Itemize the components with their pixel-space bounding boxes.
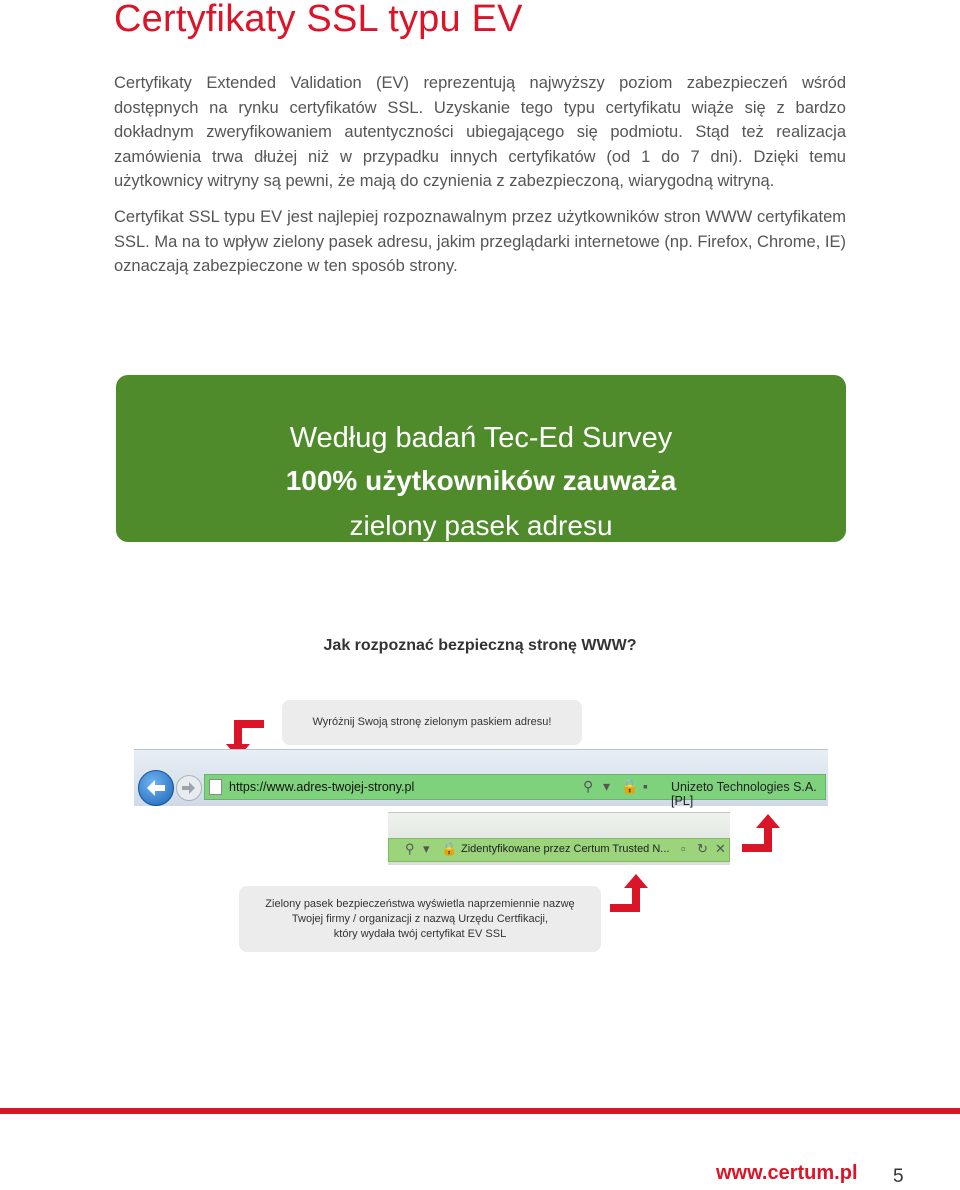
compat-icon[interactable]: ▫: [681, 841, 686, 856]
page-number: 5: [893, 1166, 904, 1187]
intro-paragraph: Certyfikaty Extended Validation (EV) reprezentują najwyższy poziom zabezpieczeń wśród dostępnych na rynku certyfikatów SSL. Uzyskanie tego typu certyfikatu wiąże się z bardzo dokładnym zweryfikowaniem autentyczności ubiegającego się podmiotu. Stąd też realizacja zamówienia trwa dłużej niż w przypadku innych certyfikatów (od 1 do 7 dni). Dzięki temu użytkownicy witryny są pewni, że mają do czynienia z zabezpieczoną, wiarygodną witryną.: [114, 74, 846, 190]
search-icon[interactable]: ⚲: [583, 778, 594, 794]
address-bar[interactable]: [204, 774, 826, 808]
address-url: https://www.adres-twojej-strony.pl: [229, 780, 415, 794]
dropdown-icon[interactable]: ▾: [423, 841, 430, 856]
address-bar-alternate[interactable]: [388, 838, 730, 862]
callout-line: Twojej firmy / organizacji z nazwą Urzędu Certfikacji,: [291, 913, 549, 925]
survey-line-3: zielony pasek adresu: [349, 510, 613, 541]
back-arrow-icon: [139, 771, 173, 805]
browser-bar-alternate: [388, 812, 730, 865]
dropdown-icon[interactable]: ▾: [603, 778, 611, 794]
forward-button[interactable]: [176, 775, 202, 801]
survey-line-2: 100% użytkowników zauważa: [285, 465, 677, 496]
callout-line: Zielony pasek bezpieczeństwa wyświetla naprzemiennie nazwę: [265, 898, 575, 910]
close-icon[interactable]: ✕: [715, 841, 726, 856]
arrow-up-icon: [606, 872, 654, 916]
footer-website-link[interactable]: www.certum.pl: [716, 1162, 858, 1184]
browser-bar-ev: [134, 749, 828, 806]
footer-divider: [0, 1108, 960, 1114]
back-button[interactable]: [138, 770, 174, 806]
certificate-organization: Unizeto Technologies S.A. [PL]: [671, 780, 817, 808]
arrow-up-icon: [738, 812, 786, 856]
lock-icon[interactable]: 🔒: [441, 841, 458, 856]
callout-alternating-name: [239, 886, 601, 952]
search-icon[interactable]: ⚲: [405, 841, 415, 856]
certificate-identified-text: Zidentyfikowane przez Certum Trusted N...: [461, 843, 670, 855]
page-title: Certyfikaty SSL typu EV: [114, 0, 523, 40]
section-question: Jak rozpoznać bezpieczną stronę WWW?: [323, 637, 637, 654]
lock-icon[interactable]: 🔒: [621, 778, 639, 794]
shield-icon: ▪: [643, 778, 648, 794]
survey-line-1: Według badań Tec-Ed Survey: [289, 422, 673, 454]
page-icon: [209, 779, 222, 795]
forward-arrow-icon: [177, 776, 201, 800]
callout-green-bar: Wyróżnij Swoją stronę zielonym paskiem adresu!: [282, 700, 582, 745]
refresh-icon[interactable]: ↻: [697, 841, 708, 856]
ev-paragraph: Certyfikat SSL typu EV jest najlepiej rozpoznawalnym przez użytkowników stron WWW certyfikatem SSL. Ma na to wpływ zielony pasek adresu, jakim przeglądarki internetowe (np. Firefox, Chrome, IE) oznaczają zabezpieczone w ten sposób strony.: [114, 208, 846, 275]
callout-line: który wydała twój certyfikat EV SSL: [333, 928, 507, 940]
